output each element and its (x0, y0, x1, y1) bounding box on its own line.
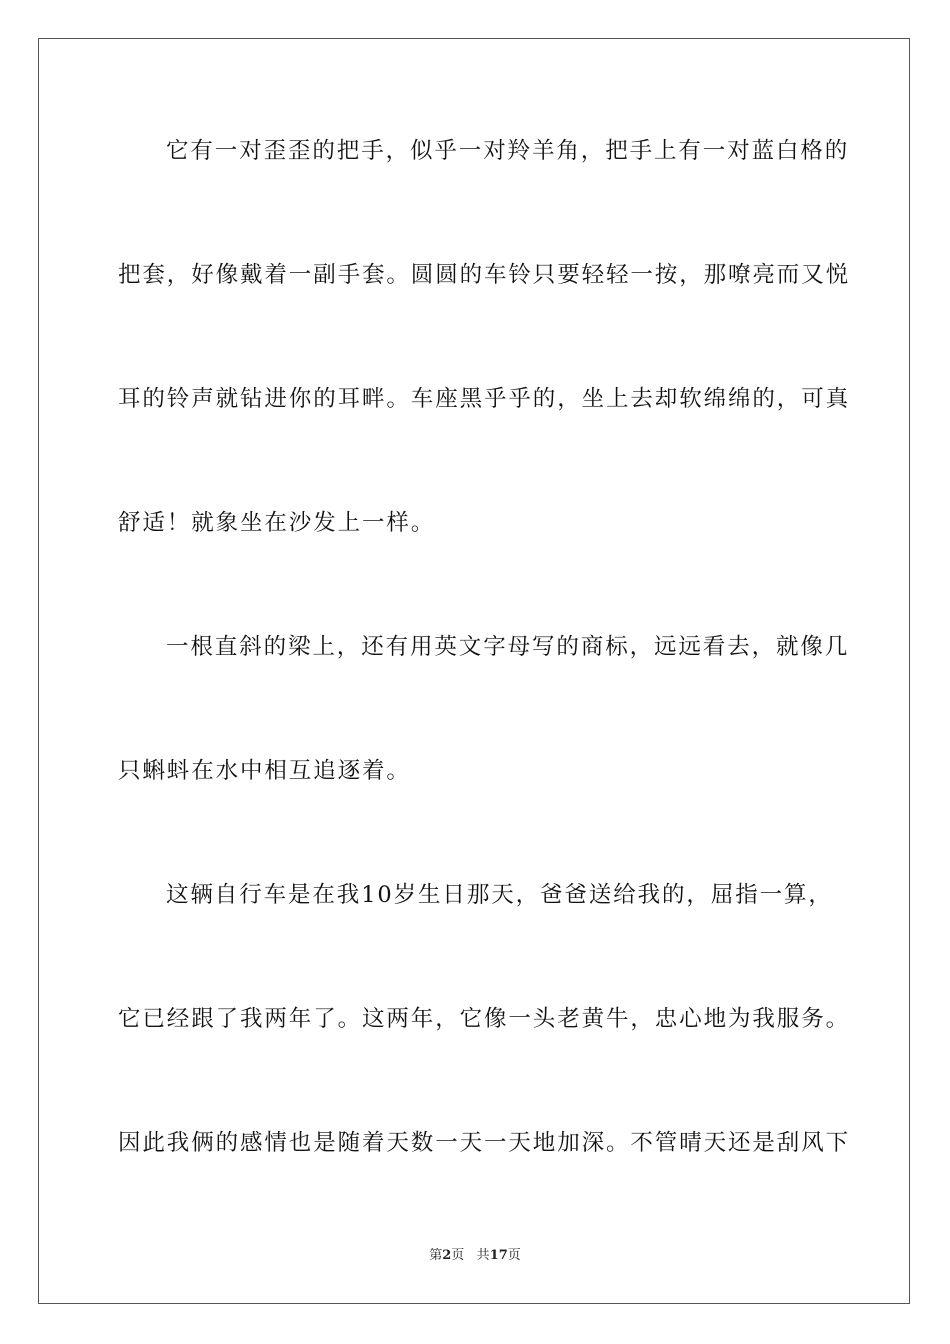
paragraph-3-line-3: 因此我俩的感情也是随着天数一天一天地加深。不管晴天还是刮风下 (118, 1130, 851, 1156)
paragraph-3-line-2: 它已经跟了我两年了。这两年，它像一头老黄牛，忠心地为我服务。 (118, 1006, 851, 1032)
paragraph-3-line-1: 这辆自行车是在我10岁生日那天，爸爸送给我的，屈指一算， (166, 882, 833, 908)
page-prefix: 第 (429, 1248, 443, 1263)
page-number: 2 (442, 1248, 452, 1263)
paragraph-1-line-4: 舒适！就象坐在沙发上一样。 (118, 510, 436, 536)
total-pages: 17 (489, 1248, 508, 1263)
paragraph-1-line-1: 它有一对歪歪的把手，似乎一对羚羊角，把手上有一对蓝白格的 (166, 138, 850, 164)
paragraph-1-line-3: 耳的铃声就钻进你的耳畔。车座黑乎乎的，坐上去却软绵绵的，可真 (118, 386, 851, 412)
total-suffix: 页 (507, 1248, 521, 1263)
page-border (38, 38, 910, 1304)
paragraph-2-line-2: 只蝌蚪在水中相互追逐着。 (118, 758, 411, 784)
paragraph-2-line-1: 一根直斜的梁上，还有用英文字母写的商标，远远看去，就像几 (166, 634, 850, 660)
paragraph-1-line-2: 把套，好像戴着一副手套。圆圆的车铃只要轻轻一按，那嘹亮而又悦 (118, 262, 851, 288)
total-prefix: 共 (476, 1248, 490, 1263)
page-suffix: 页 (451, 1248, 465, 1263)
page-footer (0, 1247, 950, 1265)
